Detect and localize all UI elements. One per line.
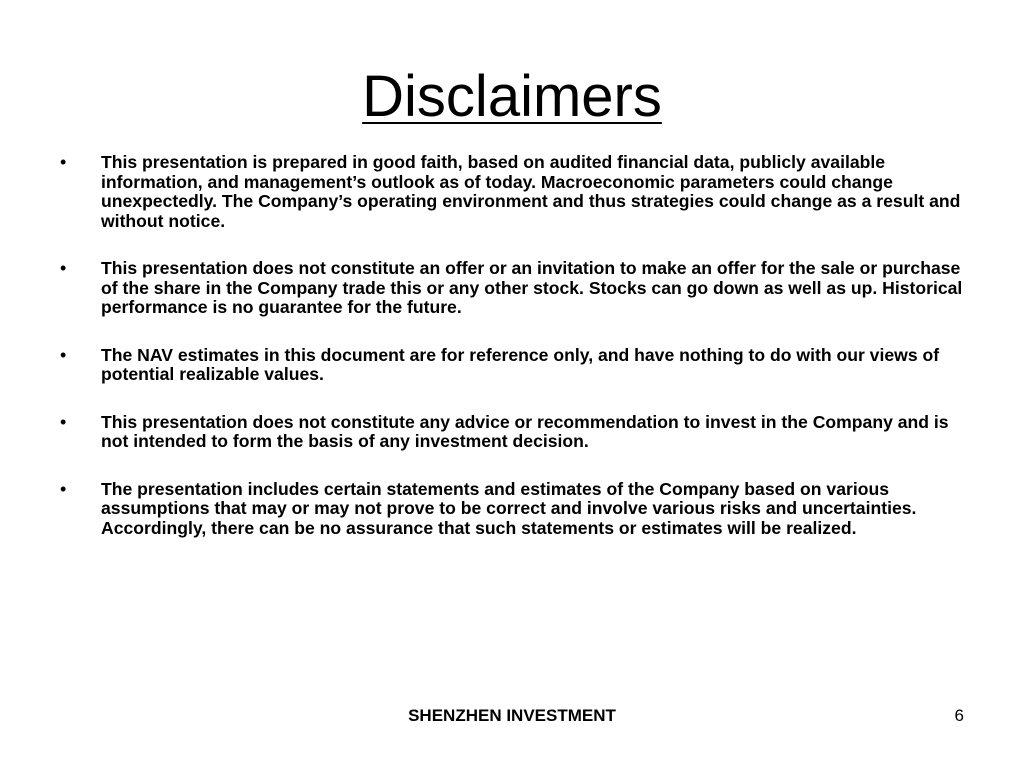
disclaimer-list bbox=[60, 153, 970, 566]
bullet-icon: • bbox=[60, 152, 67, 172]
disclaimer-item bbox=[60, 413, 970, 452]
disclaimer-item bbox=[60, 346, 970, 385]
disclaimer-item bbox=[60, 153, 970, 231]
disclaimer-text: This presentation does not constitute an offer or an invitation to make an offer for the sale or purchase of the share in the Company trade this or any other stock. Stocks can go down as well as up. Historical performance is no guarantee for the future. bbox=[101, 258, 963, 317]
disclaimer-text: The NAV estimates in this document are for reference only, and have nothing to do with our views of potential realizable values. bbox=[101, 344, 940, 384]
disclaimer-text: The presentation includes certain statements and estimates of the Company based on various assumptions that may or may not prove to be correct and involve various risks and uncertainties. Accordingly, there can be no assurance that such statements or estimates will be realized. bbox=[101, 478, 917, 538]
bullet-icon: • bbox=[60, 478, 67, 499]
slide-title: Disclaimers bbox=[362, 64, 662, 129]
bullet-icon: • bbox=[60, 258, 67, 278]
disclaimer-item bbox=[60, 259, 970, 318]
footer-page-number: 6 bbox=[954, 706, 964, 725]
bullet-icon: • bbox=[60, 344, 67, 365]
footer-company-name: SHENZHEN INVESTMENT bbox=[408, 706, 616, 725]
disclaimer-text: This presentation does not constitute any advice or recommendation to invest in the Company and is not intended to form the basis of any investment decision. bbox=[101, 411, 949, 451]
disclaimer-text: This presentation is prepared in good faith, based on audited financial data, publicly available information, and management’s outlook as of today. Macroeconomic parameters could change unexpectedly. The Company’s operating environment and thus strategies could change as a result and without notice. bbox=[101, 152, 961, 231]
bullet-icon: • bbox=[60, 411, 67, 432]
disclaimer-item bbox=[60, 480, 970, 539]
